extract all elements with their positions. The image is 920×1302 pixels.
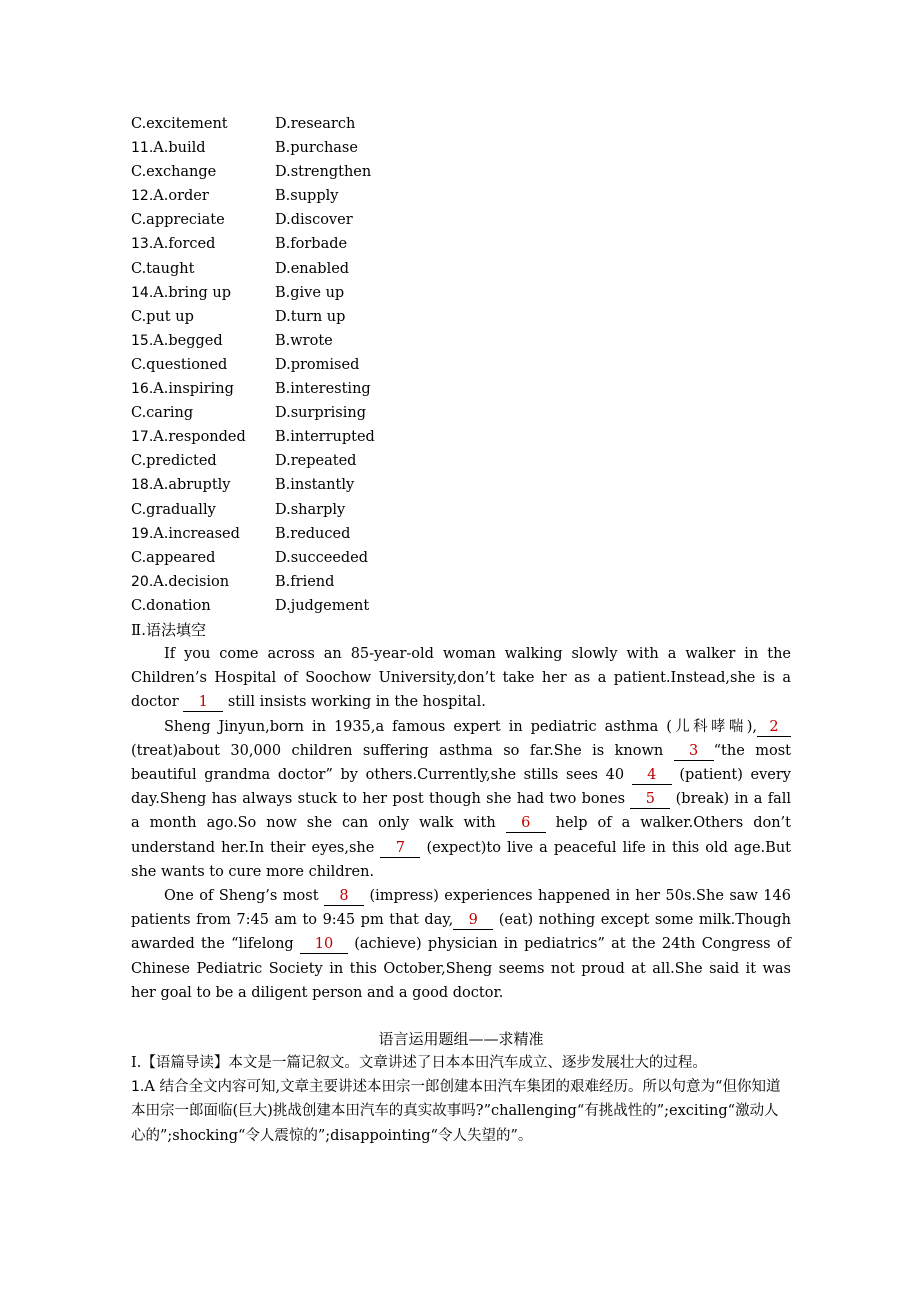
answer-blank-2: 2 — [757, 718, 791, 737]
option-right: B.interrupted — [275, 429, 375, 446]
option-row: 16.A.inspiring B.interesting — [131, 377, 791, 401]
passage-paragraph-1: If you come across an 85-year-old woman walking slowly with a walker in the Children’s Hospital of Soochow University,don’t take her as a patient.Instead,she is a doctor 1 still insists working in the hospital. — [131, 645, 791, 711]
option-row — [131, 208, 791, 232]
option-row — [131, 594, 791, 618]
option-row — [131, 112, 791, 136]
option-left: A.bring up — [153, 284, 232, 301]
option-row — [131, 498, 791, 522]
options-list — [131, 112, 791, 618]
option-row: 20.A.decision B.friend — [131, 570, 791, 594]
option-right: D.succeeded — [275, 549, 369, 566]
option-left: C.put up — [131, 308, 194, 325]
option-left: C.donation — [131, 597, 211, 614]
option-left: C.appreciate — [131, 212, 225, 229]
passage-paragraph-2: Sheng Jinyun,born in 1935,a famous expert in pediatric asthma (儿科哮喘), 2(treat)about 30,000 children suffering asthma so far.She is known 3 “the most beautiful grandma doctor” by others.Currently,she stills sees 40 4 (patient) every day.Sheng has always stuck to her post though she had two bones 5 (break) in a fall a month ago.So now she can only walk with 6 help of a walker.Others don’t understand her.In their eyes,she 7 (expect)to live a peaceful life in this old age.But she wants to cure more children. — [131, 718, 791, 880]
option-left: C.questioned — [131, 356, 228, 373]
option-right: B.wrote — [275, 332, 333, 349]
option-left: C.excitement — [131, 116, 228, 132]
option-right: D.strengthen — [275, 164, 372, 181]
option-left: A.increased — [153, 525, 240, 542]
answer-blank-1: 1 — [183, 693, 223, 712]
answer-blank-10: 10 — [300, 935, 348, 954]
option-right: B.purchase — [275, 140, 358, 157]
option-row — [131, 401, 791, 425]
option-row: 13.A.forced B.forbade — [131, 232, 791, 256]
option-right: B.reduced — [275, 525, 351, 542]
option-left: A.forced — [153, 236, 216, 253]
option-right: D.promised — [275, 356, 360, 373]
option-right: B.forbade — [275, 236, 348, 253]
answer-blank-9: 9 — [453, 911, 493, 930]
option-row — [131, 257, 791, 281]
option-right: D.surprising — [275, 405, 366, 422]
option-left: A.responded — [153, 429, 246, 446]
answer-blank-5: 5 — [630, 790, 670, 809]
option-left: C.caring — [131, 405, 194, 422]
document-page — [131, 112, 791, 1148]
option-row: 19.A.increased B.reduced — [131, 522, 791, 546]
option-left: A.build — [153, 140, 206, 157]
option-right: D.sharply — [275, 501, 346, 518]
answer-blank-8: 8 — [324, 887, 364, 906]
option-right: D.discover — [275, 212, 353, 229]
option-left: A.inspiring — [153, 381, 234, 398]
option-row — [131, 353, 791, 377]
option-row: 14.A.bring up B.give up — [131, 281, 791, 305]
option-row — [131, 449, 791, 473]
answer-blank-4: 4 — [632, 766, 672, 785]
option-right: D.turn up — [275, 308, 346, 325]
option-row: 11.A.build B.purchase — [131, 136, 791, 160]
option-row — [131, 160, 791, 184]
option-right: B.interesting — [275, 381, 371, 398]
answer-blank-3: 3 — [674, 742, 714, 761]
option-left: A.begged — [153, 332, 223, 349]
section-title-grammar: Ⅱ.语法填空 — [131, 620, 206, 639]
option-left: C.predicted — [131, 453, 217, 470]
option-right: D.enabled — [275, 260, 350, 277]
answer-blank-6: 6 — [506, 814, 546, 833]
option-row — [131, 546, 791, 570]
option-row: 17.A.responded B.interrupted — [131, 425, 791, 449]
answer-explanation-1: 1.A 结合全文内容可知,文章主要讲述本田宗一郎创建本田汽车集团的艰难经历。所以句意为“但你知道本田宗一郎面临(巨大)挑战创建本田汽车的真实故事吗?”challenging“有挑战性的”;exciting“激动人心的”;shocking“令人震惊的”;disappointing“令人失望的”。 — [131, 1079, 781, 1144]
option-left: C.taught — [131, 260, 195, 277]
option-right: D.repeated — [275, 453, 357, 470]
option-left: C.gradually — [131, 501, 216, 518]
option-row: 12.A.order B.supply — [131, 184, 791, 208]
option-right: D.judgement — [275, 597, 370, 614]
option-left: A.decision — [153, 573, 230, 590]
option-left: A.order — [153, 188, 209, 205]
option-right: B.give up — [275, 284, 345, 301]
passage-guide: Ⅰ.【语篇导读】本文是一篇记叙文。文章讲述了日本本田汽车成立、逐步发展壮大的过程。 — [131, 1055, 707, 1072]
option-right: B.friend — [275, 573, 335, 590]
option-row — [131, 305, 791, 329]
passage-paragraph-3: One of Sheng’s most 8 (impress) experiences happened in her 50s.She saw 146 patients from 7:45 am to 9:45 pm that day, 9 (eat) nothing except some milk.Though awarded the “lifelong 10 (achieve) physician in pediatrics” at the 24th Congress of Chinese Pediatric Society in this October,Sheng seems not proud at all.She said it was her goal to be a diligent person and a good doctor. — [131, 888, 791, 1001]
option-right: B.supply — [275, 188, 339, 205]
option-left: C.appeared — [131, 549, 216, 566]
section-title-language-use: 语言运用题组——求精准 — [378, 1030, 544, 1049]
option-row: 15.A.begged B.wrote — [131, 329, 791, 353]
option-right: B.instantly — [275, 477, 355, 494]
option-row: 18.A.abruptly B.instantly — [131, 473, 791, 497]
option-left: C.exchange — [131, 164, 217, 181]
option-right: D.research — [275, 116, 356, 132]
answer-blank-7: 7 — [380, 839, 420, 858]
option-left: A.abruptly — [153, 477, 231, 494]
